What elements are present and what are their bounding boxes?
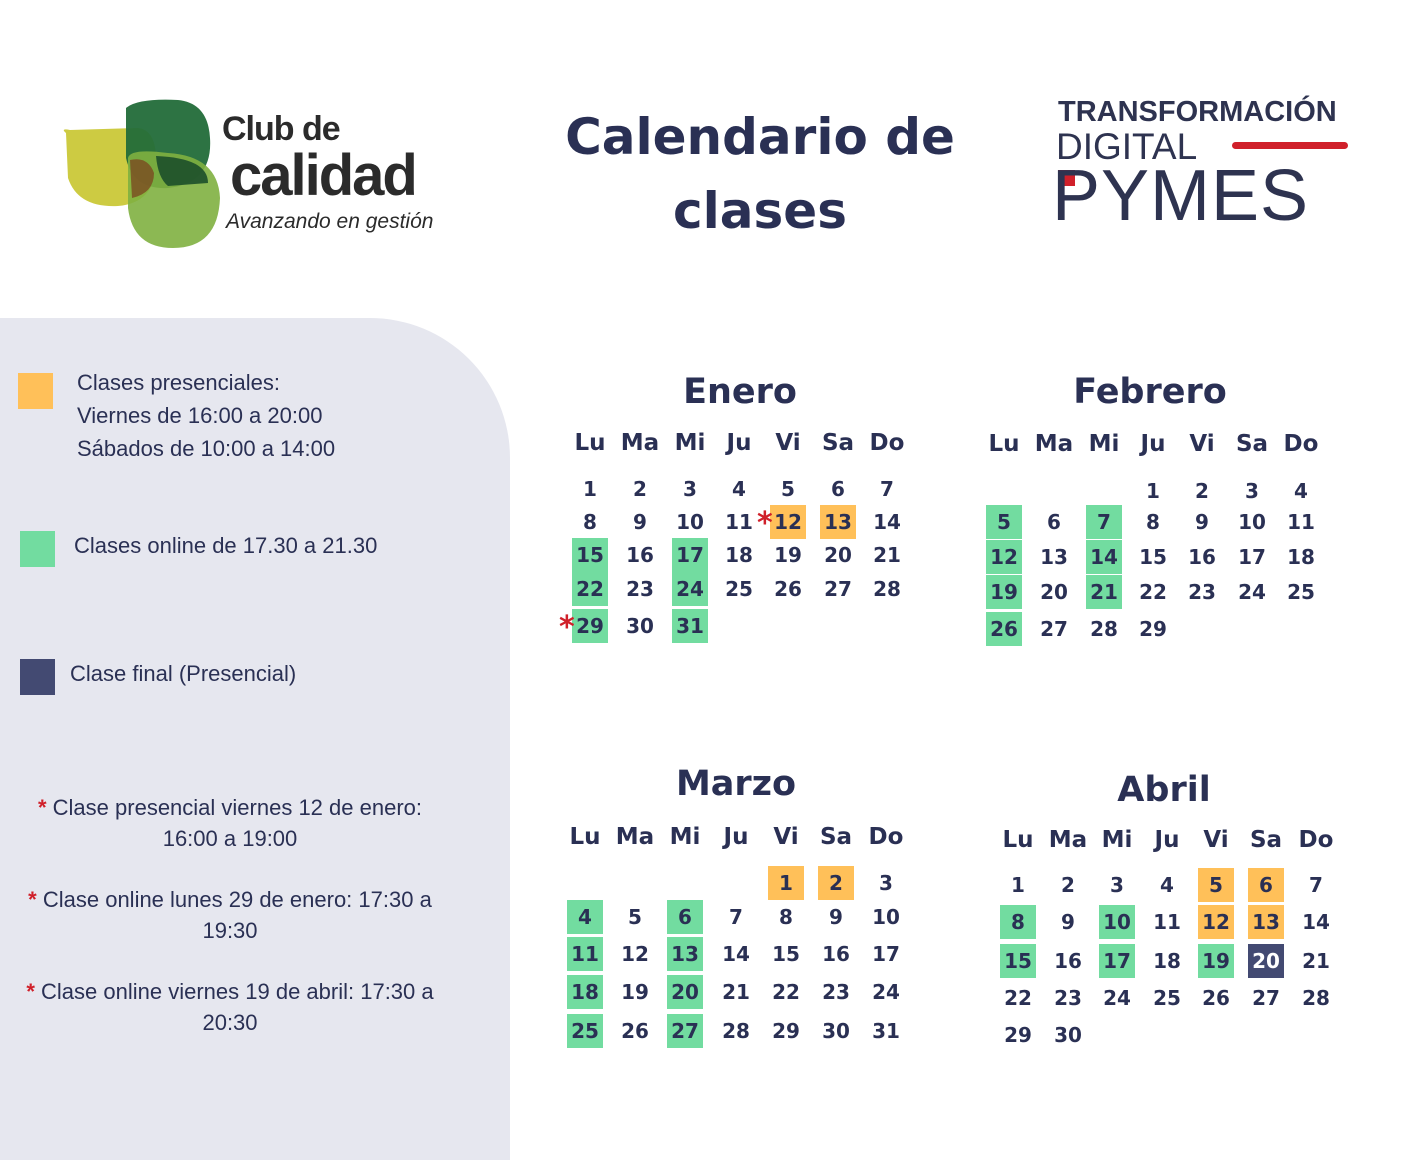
calendar-day: 15 bbox=[1139, 545, 1167, 569]
calendar-day: 1 bbox=[1146, 479, 1160, 503]
calendar-day: 28 bbox=[1090, 617, 1118, 641]
calendar-day: 21 bbox=[722, 980, 750, 1004]
calendar-day: 4 bbox=[1160, 873, 1174, 897]
calendar-day: 4 bbox=[1294, 479, 1308, 503]
calendar-day: 22 bbox=[1004, 986, 1032, 1010]
weekday-header: Vi bbox=[773, 824, 799, 850]
calendar-day: 18 bbox=[1153, 949, 1181, 973]
calendar-day: 19 bbox=[986, 575, 1022, 609]
calendar-day: 25 bbox=[567, 1014, 603, 1048]
calendar-day: 3 bbox=[879, 871, 893, 895]
weekday-header: Mi bbox=[674, 430, 706, 456]
weekday-header: Ma bbox=[1048, 827, 1088, 853]
month-title-marzo: Marzo bbox=[675, 764, 797, 804]
weekday-header: Do bbox=[869, 430, 905, 456]
calendar-day: 5 bbox=[1198, 868, 1234, 902]
weekday-header: Ju bbox=[1140, 431, 1166, 457]
calendar-day: 19 bbox=[774, 543, 802, 567]
legend-final-text: Clase final (Presencial) bbox=[70, 661, 297, 686]
calendar-day: 15 bbox=[1000, 944, 1036, 978]
calendar-day: 25 bbox=[1153, 986, 1181, 1010]
calendar-day: 2 bbox=[818, 866, 854, 900]
calendar-day: 9 bbox=[633, 510, 647, 534]
calendar-day: 6 bbox=[1047, 510, 1061, 534]
logo-club-tagline: Avanzando en gestión bbox=[226, 210, 434, 233]
weekday-header: Do bbox=[868, 824, 904, 850]
calendar-day: 19 bbox=[1198, 944, 1234, 978]
calendar-day: 10 bbox=[1238, 510, 1266, 534]
calendar-day: 9 bbox=[829, 905, 843, 929]
page-title bbox=[540, 100, 980, 248]
calendar-day: 6 bbox=[1248, 868, 1284, 902]
club-logo-mark bbox=[58, 98, 238, 253]
calendar-day: 10 bbox=[872, 905, 900, 929]
calendar-day: 7 bbox=[1086, 505, 1122, 539]
calendar-day: 29 bbox=[1004, 1023, 1032, 1047]
calendar-day: 30 bbox=[626, 614, 654, 638]
calendar-day: 6 bbox=[667, 900, 703, 934]
calendar-day: 29 bbox=[572, 609, 608, 643]
weekday-header: Vi bbox=[1203, 827, 1229, 853]
calendar-day: 22 bbox=[772, 980, 800, 1004]
calendar-day: 14 bbox=[873, 510, 901, 534]
weekday-header: Lu bbox=[574, 430, 606, 456]
calendar-day: 13 bbox=[820, 505, 856, 539]
asterisk-marker: * bbox=[757, 506, 773, 541]
transformacion-digital-pymes-logo bbox=[1052, 96, 1362, 236]
calendar-day: 28 bbox=[722, 1019, 750, 1043]
calendar-day: 1 bbox=[583, 477, 597, 501]
club-de-calidad-logo bbox=[58, 98, 438, 253]
calendar-day: 24 bbox=[1103, 986, 1131, 1010]
calendar-day: 23 bbox=[1054, 986, 1082, 1010]
calendar-day: 18 bbox=[567, 975, 603, 1009]
calendar-day: 22 bbox=[572, 572, 608, 606]
calendar-day: 11 bbox=[567, 937, 603, 971]
note-abril-19 bbox=[20, 976, 440, 1038]
calendar-day: 22 bbox=[1139, 580, 1167, 604]
calendar-day: 8 bbox=[583, 510, 597, 534]
weekday-header: Ju bbox=[1154, 827, 1180, 853]
calendar-day: 25 bbox=[1287, 580, 1315, 604]
note-asterisk: * bbox=[37, 795, 47, 820]
calendar-day: 23 bbox=[1188, 580, 1216, 604]
calendar-day: 20 bbox=[824, 543, 852, 567]
weekday-header: Sa bbox=[1235, 431, 1269, 457]
weekday-header: Vi bbox=[775, 430, 801, 456]
calendar-day: 28 bbox=[873, 577, 901, 601]
calendar-day: 11 bbox=[725, 510, 753, 534]
calendar-day: 13 bbox=[1040, 545, 1068, 569]
calendar-day: 12 bbox=[1198, 905, 1234, 939]
weekday-header: Lu bbox=[569, 824, 601, 850]
calendar-day: 7 bbox=[880, 477, 894, 501]
note-text: Clase online lunes 29 de enero: 17:30 a 19:30 bbox=[36, 887, 432, 943]
weekday-header: Ma bbox=[1034, 431, 1074, 457]
calendar-day: 11 bbox=[1287, 510, 1315, 534]
calendar-day: 5 bbox=[781, 477, 795, 501]
logo-tdp-line3: PYMES bbox=[1052, 156, 1310, 236]
calendar-day: 20 bbox=[667, 975, 703, 1009]
calendar-day: 5 bbox=[986, 505, 1022, 539]
calendar-day: 17 bbox=[672, 538, 708, 572]
calendar-day: 16 bbox=[1054, 949, 1082, 973]
calendar-day: 8 bbox=[779, 905, 793, 929]
weekday-header: Do bbox=[1298, 827, 1334, 853]
calendar-day: 28 bbox=[1302, 986, 1330, 1010]
calendar-day: 3 bbox=[683, 477, 697, 501]
calendar-day: 13 bbox=[667, 937, 703, 971]
weekday-header: Ju bbox=[723, 824, 749, 850]
calendar-day: 2 bbox=[1195, 479, 1209, 503]
calendar-day: 20 bbox=[1040, 580, 1068, 604]
calendar-day: 29 bbox=[1139, 617, 1167, 641]
calendar-day: 19 bbox=[621, 980, 649, 1004]
legend-online-swatch bbox=[20, 531, 55, 567]
calendar-day: 4 bbox=[732, 477, 746, 501]
calendar-day: 12 bbox=[621, 942, 649, 966]
calendar-day: 17 bbox=[872, 942, 900, 966]
calendar-day: 27 bbox=[1040, 617, 1068, 641]
calendar-day: 16 bbox=[822, 942, 850, 966]
calendar-day: 10 bbox=[676, 510, 704, 534]
calendar-day: 30 bbox=[1054, 1023, 1082, 1047]
weekday-header: Sa bbox=[1249, 827, 1283, 853]
note-asterisk: * bbox=[28, 887, 37, 912]
calendar-day: 18 bbox=[1287, 545, 1315, 569]
logo-tdp-line1: TRANSFORMACIÓN bbox=[1058, 96, 1337, 128]
calendar-day: 2 bbox=[633, 477, 647, 501]
title-line-1: Calendario de bbox=[565, 108, 955, 166]
calendar-day: 1 bbox=[1011, 873, 1025, 897]
calendar-day: 27 bbox=[1252, 986, 1280, 1010]
calendar-day: 26 bbox=[621, 1019, 649, 1043]
calendar-day: 8 bbox=[1146, 510, 1160, 534]
calendar-day: 5 bbox=[628, 905, 642, 929]
calendar-day: 27 bbox=[824, 577, 852, 601]
calendar-day: 3 bbox=[1245, 479, 1259, 503]
calendar-day: 23 bbox=[626, 577, 654, 601]
calendar-day: 25 bbox=[725, 577, 753, 601]
weekday-header: Do bbox=[1283, 431, 1319, 457]
calendar-day: 2 bbox=[1061, 873, 1075, 897]
weekday-header: Mi bbox=[1088, 431, 1120, 457]
calendar-day: 14 bbox=[722, 942, 750, 966]
calendar-day: 3 bbox=[1110, 873, 1124, 897]
calendar-day: 23 bbox=[822, 980, 850, 1004]
weekday-header: Ma bbox=[615, 824, 655, 850]
legend-presencial-swatch bbox=[18, 373, 53, 409]
calendar-day: 18 bbox=[725, 543, 753, 567]
calendar-day: 12 bbox=[986, 540, 1022, 574]
calendar-day: 7 bbox=[729, 905, 743, 929]
calendar-day: 21 bbox=[1302, 949, 1330, 973]
logo-club-line1: Club de bbox=[222, 110, 340, 148]
calendar-day: 21 bbox=[873, 543, 901, 567]
calendar-day: 24 bbox=[872, 980, 900, 1004]
weekday-header: Lu bbox=[988, 431, 1020, 457]
legend-presencial-text: Clases presenciales: Viernes de 16:00 a 20:00 Sábados de 10:00 a 14:00 bbox=[77, 370, 336, 461]
note-asterisk: * bbox=[26, 979, 35, 1004]
weekday-header: Ma bbox=[620, 430, 660, 456]
calendar-day: 10 bbox=[1099, 905, 1135, 939]
legend-online-text: Clases online de 17.30 a 21.30 bbox=[74, 533, 378, 558]
calendar-day: 26 bbox=[1202, 986, 1230, 1010]
calendar-day: 15 bbox=[772, 942, 800, 966]
calendar-day: 7 bbox=[1309, 873, 1323, 897]
weekday-header: Mi bbox=[1101, 827, 1133, 853]
calendar-day: 12 bbox=[770, 505, 806, 539]
calendar-day: 14 bbox=[1086, 540, 1122, 574]
calendar-day: 31 bbox=[672, 609, 708, 643]
calendar-day: 11 bbox=[1153, 910, 1181, 934]
calendar-day: 13 bbox=[1248, 905, 1284, 939]
legend-final-swatch bbox=[20, 659, 55, 695]
calendar-day: 17 bbox=[1099, 944, 1135, 978]
weekday-header: Vi bbox=[1189, 431, 1215, 457]
logo-tdp-line2: DIGITAL bbox=[1056, 126, 1198, 167]
calendar-day: 24 bbox=[672, 572, 708, 606]
calendar-day: 17 bbox=[1238, 545, 1266, 569]
calendar-day: 9 bbox=[1061, 910, 1075, 934]
calendar-day: 21 bbox=[1086, 575, 1122, 609]
weekday-header: Mi bbox=[669, 824, 701, 850]
note-enero-29 bbox=[20, 884, 440, 946]
note-text: Clase online viernes 19 de abril: 17:30 a 20:30 bbox=[34, 979, 434, 1035]
calendar-day: 1 bbox=[768, 866, 804, 900]
calendar-day: 4 bbox=[567, 900, 603, 934]
calendar-day: 6 bbox=[831, 477, 845, 501]
calendar-day: 27 bbox=[667, 1014, 703, 1048]
weekday-header: Sa bbox=[819, 824, 853, 850]
calendar-day: 9 bbox=[1195, 510, 1209, 534]
calendar-day: 29 bbox=[772, 1019, 800, 1043]
month-title-abril: Abril bbox=[1117, 770, 1211, 810]
month-title-febrero: Febrero bbox=[1073, 372, 1227, 412]
logo-red-bar bbox=[1232, 142, 1348, 149]
calendar-day: 8 bbox=[1000, 905, 1036, 939]
calendar-day: 15 bbox=[572, 538, 608, 572]
month-title-enero: Enero bbox=[683, 372, 797, 412]
title-line-2: clases bbox=[673, 182, 847, 240]
weekday-header: Lu bbox=[1002, 827, 1034, 853]
asterisk-marker: * bbox=[559, 610, 575, 645]
weekday-header: Sa bbox=[821, 430, 855, 456]
calendar-day: 26 bbox=[986, 612, 1022, 646]
calendar-day: 26 bbox=[774, 577, 802, 601]
calendar-day: 24 bbox=[1238, 580, 1266, 604]
calendar-day: 31 bbox=[872, 1019, 900, 1043]
calendar-day: 30 bbox=[822, 1019, 850, 1043]
calendar-day: 14 bbox=[1302, 910, 1330, 934]
note-text: Clase presencial viernes 12 de enero: 16:00 a 19:00 bbox=[46, 795, 422, 851]
calendar-day: 16 bbox=[626, 543, 654, 567]
logo-club-line2: calidad bbox=[230, 143, 416, 208]
weekday-header: Ju bbox=[726, 430, 752, 456]
note-enero-12 bbox=[20, 792, 440, 854]
calendar-day: 16 bbox=[1188, 545, 1216, 569]
calendar-day: 20 bbox=[1248, 944, 1284, 978]
